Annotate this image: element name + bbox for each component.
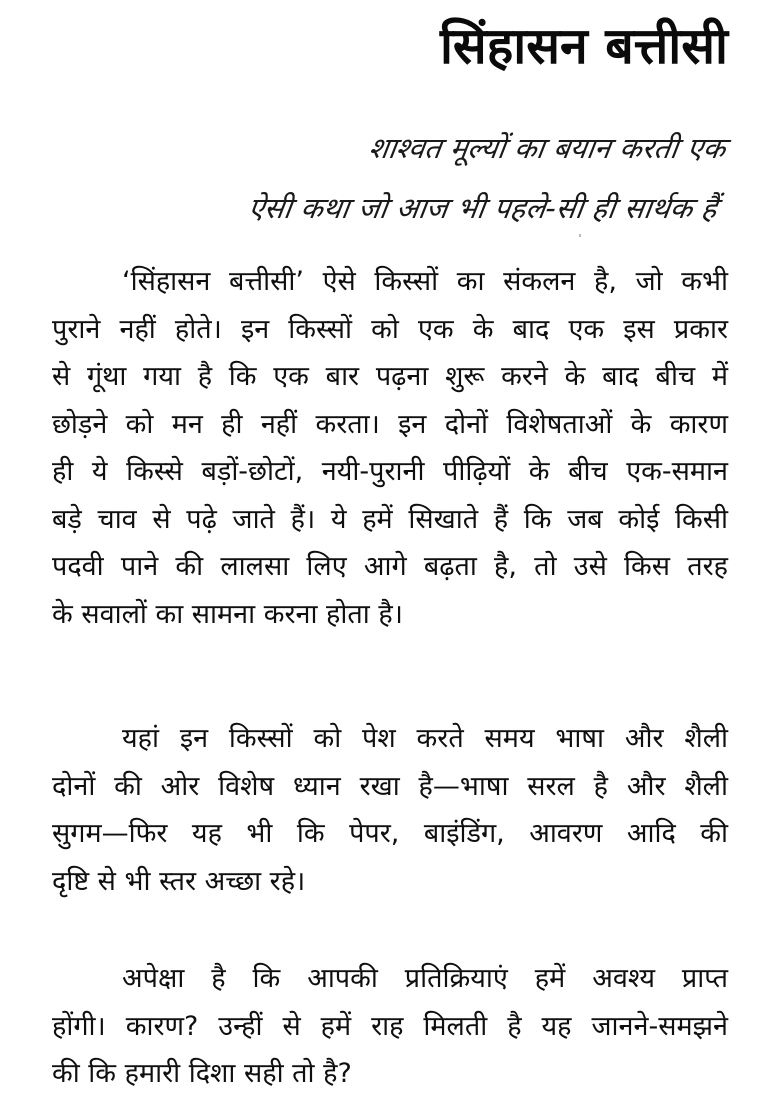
text-line: पुराने नहीं होते। इन किस्सों को एक के बाद एक इस प्रकार	[52, 313, 728, 345]
subtitle-line: शाश्वत मूल्यों का बयान करती एक	[366, 131, 729, 165]
text-line: अपेक्षा है कि आपकी प्रतिक्रियाएं हमें अवश्य प्राप्त	[122, 963, 728, 994]
subtitle-tagline	[244, 118, 730, 238]
text-line: होंगी। कारण? उन्हीं से हमें राह मिलती है यह जानने-समझने	[52, 1010, 728, 1042]
text-line: के सवालों का सामना करना होता है।	[52, 598, 403, 630]
text-line: से गूंथा गया है कि एक बार पढ़ना शुरू करने के बाद बीच में	[52, 361, 728, 392]
subtitle-line: ऐसी कथा जो आज भी पहले-सी ही सार्थक हैं	[246, 191, 720, 225]
text-line: यहां इन किस्सों को पेश करते समय भाषा और शैली	[122, 723, 728, 754]
paragraph-presentation	[52, 715, 728, 905]
text-line: की कि हमारी दिशा सही तो है?	[52, 1058, 352, 1089]
text-line: बड़े चाव से पढ़े जाते हैं। ये हमें सिखाते हैं कि जब कोई किसी	[52, 503, 728, 535]
scan-speck	[579, 234, 581, 237]
paragraph-intro	[52, 258, 728, 638]
text-line: छोड़ने को मन ही नहीं करता। इन दोनों विशेषताओं के कारण	[52, 408, 728, 440]
text-line: दोनों की ओर विशेष ध्यान रखा है—भाषा सरल है और शैली	[52, 770, 728, 802]
page-title: सिंहासन बत्तीसी	[439, 17, 728, 75]
text-line: पदवी पाने की लालसा लिए आगे बढ़ता है, तो उसे किस तरह	[52, 551, 728, 582]
text-line: दृष्टि से भी स्तर अच्छा रहे।	[52, 865, 306, 897]
text-line: ही ये किस्से बड़ों-छोटों, नयी-पुरानी पीढ़ियों के बीच एक-समान	[52, 456, 728, 487]
paragraph-feedback	[52, 955, 728, 1098]
text-line: सुगम—फिर यह भी कि पेपर, बाइंडिंग, आवरण आदि की	[52, 818, 728, 849]
text-line: ‘सिंहासन बत्तीसी’ ऐसे किस्सों का संकलन है, जो कभी	[122, 266, 728, 297]
